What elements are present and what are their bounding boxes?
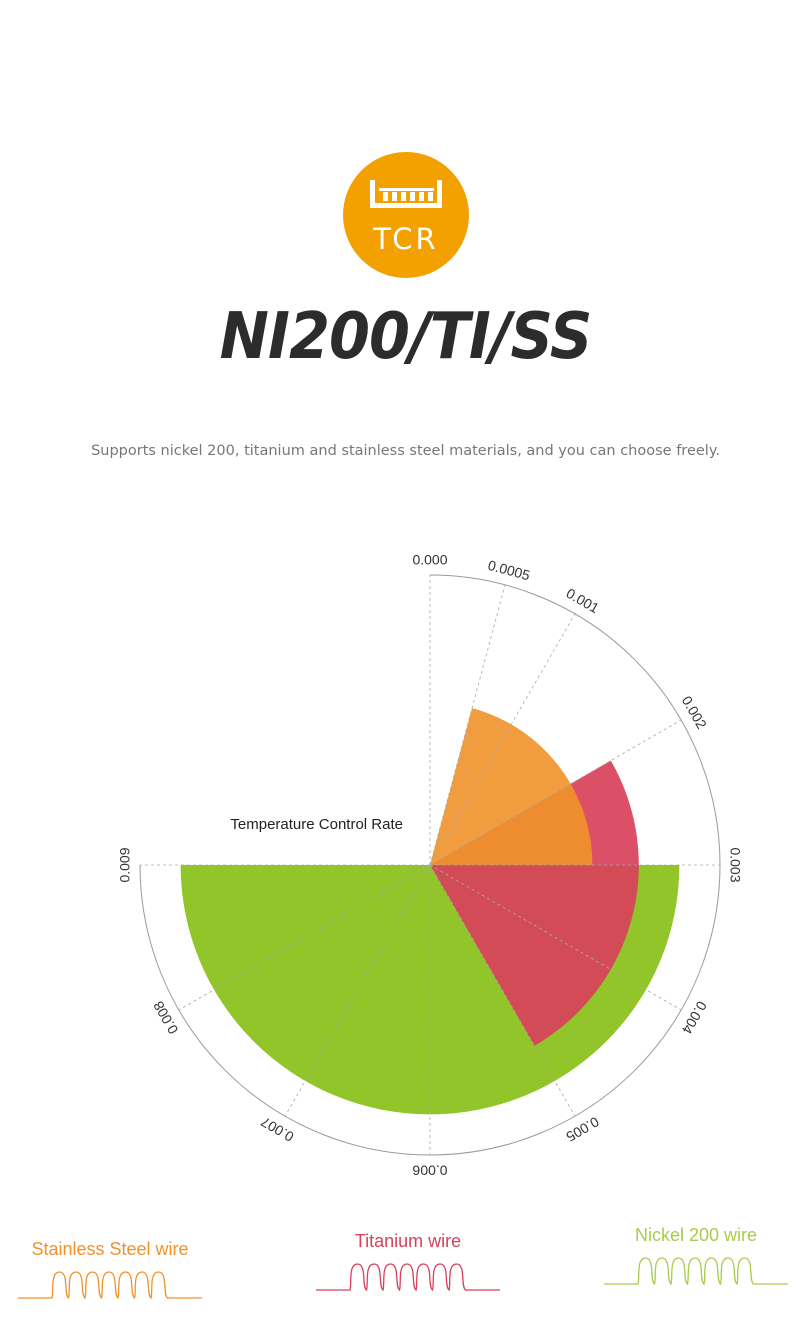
tick-label: 0.000 <box>412 551 448 568</box>
tick-label: 0.002 <box>678 693 711 732</box>
legend-nickel-200 <box>596 1216 796 1296</box>
tcr-logo <box>343 152 469 278</box>
polar-area-chart <box>0 540 811 1190</box>
legend-label-nickel-200: Nickel 200 wire <box>634 1225 758 1245</box>
tick-label: 0.003 <box>727 847 744 883</box>
coil-grid-icon <box>343 152 469 278</box>
tick-label: 0.008 <box>149 998 182 1037</box>
tick-label: 0.009 <box>116 847 133 883</box>
legend-titanium <box>308 1222 508 1302</box>
legend-stainless-steel <box>10 1230 210 1310</box>
page-subtitle: Supports nickel 200, titanium and stainless steel materials, and you can choose freely. <box>91 443 720 459</box>
tick-label: 0.004 <box>678 998 711 1037</box>
legend-label-stainless-steel: Stainless Steel wire <box>31 1239 189 1259</box>
page-title: NI200/TI/SS <box>219 300 592 374</box>
sector-stainless-steel-wire <box>430 708 592 865</box>
logo-text: TCR <box>373 222 439 256</box>
coil-path <box>18 1272 202 1298</box>
coil-wire-icon <box>596 1252 796 1302</box>
tick-label: 0.007 <box>258 1113 297 1146</box>
tick-label: 0.0005 <box>486 556 532 584</box>
coil-wire-icon <box>10 1266 210 1316</box>
chart-title: Temperature Control Rate <box>230 816 403 833</box>
tick-label: 0.005 <box>563 1113 602 1146</box>
coil-path <box>316 1264 500 1290</box>
legend-label-titanium: Titanium wire <box>354 1231 462 1251</box>
coil-path <box>604 1258 788 1284</box>
coil-wire-icon <box>308 1258 508 1308</box>
tick-label: 0.001 <box>563 584 602 617</box>
tick-label: 0.006 <box>412 1162 448 1179</box>
